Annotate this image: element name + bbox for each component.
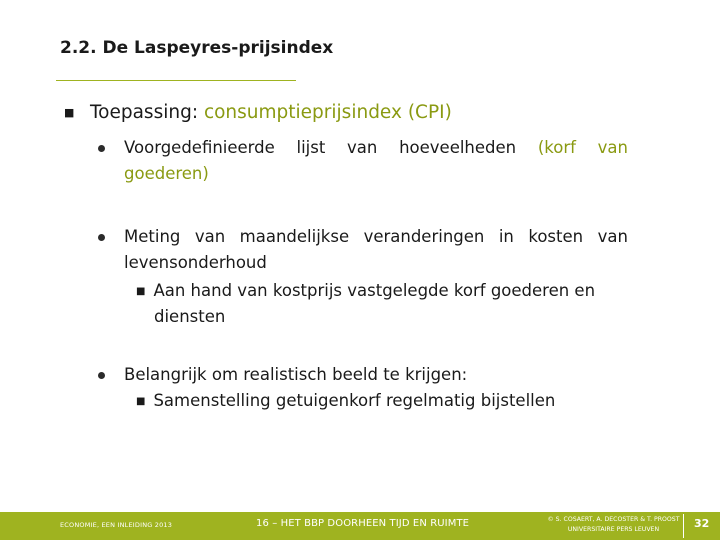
dot-bullet-icon xyxy=(98,372,105,379)
sub-bullet-2-line1 xyxy=(124,225,628,249)
sub-bullet-1-line2: goederen) xyxy=(124,164,209,183)
word: van xyxy=(597,227,628,246)
dot-bullet-icon xyxy=(98,145,105,152)
word: van xyxy=(194,227,226,246)
title-underline xyxy=(56,80,296,81)
word: Voorgedefinieerde xyxy=(124,138,275,157)
sub-bullet-1-line1 xyxy=(124,136,628,160)
footer-authors: © S. COSAERT, A. DECOSTER & T. PROOST xyxy=(547,516,680,523)
word: in xyxy=(498,227,514,246)
sub-item-3 xyxy=(136,389,555,416)
main-bullet-text xyxy=(90,100,452,126)
word: maandelijkse xyxy=(239,227,350,246)
sub-bullet-2-line2: levensonderhoud xyxy=(124,253,267,272)
sub-item-2-line2: diensten xyxy=(154,307,226,326)
sub-bullet-3-line1: Belangrijk om realistisch beeld te krijgen: xyxy=(124,365,468,384)
main-bullet-highlight: consumptieprijsindex (CPI) xyxy=(203,102,452,123)
footer-divider xyxy=(683,514,684,538)
slide-title: 2.2. De Laspeyres-prijsindex xyxy=(60,38,334,58)
word: kosten xyxy=(528,227,584,246)
word: van xyxy=(347,138,378,157)
word-highlight: van xyxy=(597,138,628,157)
footer-course: ECONOMIE, EEN INLEIDING 2013 xyxy=(60,521,173,529)
dot-bullet-icon xyxy=(98,234,105,241)
word: hoeveelheden xyxy=(399,138,517,157)
square-bullet-icon: ■ xyxy=(136,286,146,297)
sub-item-3-text: Samenstelling getuigenkorf regelmatig bijstellen xyxy=(153,391,556,410)
square-bullet-icon: ■ xyxy=(64,106,75,119)
word: lijst xyxy=(296,138,326,157)
footer-publisher: UNIVERSITAIRE PERS LEUVEN xyxy=(567,526,660,533)
sub-bullet-3 xyxy=(98,363,628,389)
footer-bar xyxy=(0,512,720,540)
word: veranderingen xyxy=(363,227,485,246)
sub-item-2 xyxy=(136,279,595,306)
word-highlight: (korf xyxy=(537,138,576,157)
page-number: 32 xyxy=(694,517,710,530)
square-bullet-icon: ■ xyxy=(136,396,146,407)
word: Meting xyxy=(124,227,181,246)
footer-chapter: 16 – HET BBP DOORHEEN TIJD EN RUIMTE xyxy=(256,518,470,529)
footer-copyright xyxy=(546,515,681,535)
sub-item-2-line1: Aan hand van kostprijs vastgelegde korf goederen en xyxy=(153,281,596,300)
sub-bullet-1 xyxy=(98,136,628,188)
main-bullet-label: Toepassing: xyxy=(90,102,204,123)
